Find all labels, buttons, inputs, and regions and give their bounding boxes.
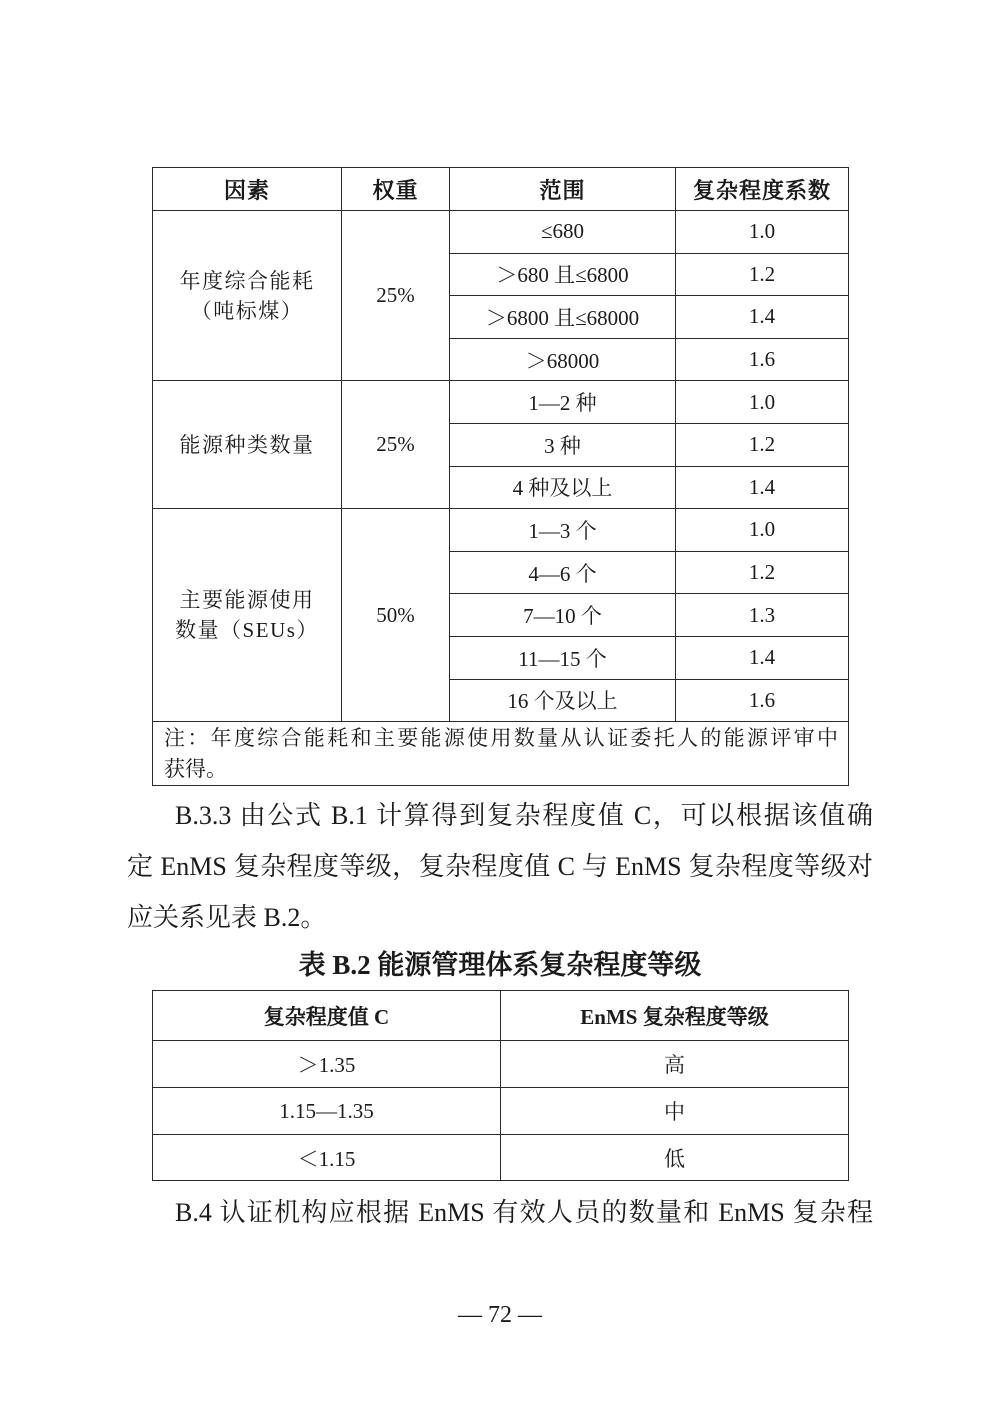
range-cell: ＞6800 且≤68000 [450,296,676,339]
coefficient-cell: 1.6 [676,679,849,722]
table-note-row [153,722,849,786]
coefficient-cell: 1.0 [676,211,849,254]
coefficient-cell: 1.0 [676,509,849,552]
coefficient-cell: 1.0 [676,381,849,424]
paragraph-line: 定 EnMS 复杂程度等级，复杂程度值 C 与 EnMS 复杂程度等级对 [127,852,873,881]
range-cell: 7—10 个 [450,594,676,637]
coefficient-cell: 1.2 [676,551,849,594]
coefficient-cell: 1.3 [676,594,849,637]
complexity-level-cell: 中 [501,1088,849,1135]
table-caption: 表 B.2 能源管理体系复杂程度等级 [298,950,702,980]
range-cell: 4—6 个 [450,551,676,594]
factor-line: 年度综合能耗 [179,268,315,293]
table-row [153,211,849,254]
table-row [153,1088,849,1135]
factor-line: （吨标煤） [190,298,304,323]
range-cell: 16 个及以上 [450,679,676,722]
paragraph-line: B.3.3 由公式 B.1 计算得到复杂程度值 C，可以根据该值确 [175,801,873,830]
complexity-level-table [152,990,849,1181]
table-header-row [153,168,849,211]
range-cell: ＞68000 [450,338,676,381]
note-line: 获得。 [164,756,227,781]
factor-line: 能源种类数量 [179,432,315,457]
table-note [153,722,849,786]
factor-cell [153,211,342,381]
note-line: 注：年度综合能耗和主要能源使用数量从认证委托人的能源评审中 [164,725,838,750]
range-cell: 1—3 个 [450,509,676,552]
table-row [153,1135,849,1181]
header-factor: 因素 [153,168,342,211]
paragraph-b3-3 [127,790,873,943]
range-cell: 3 种 [450,423,676,466]
coefficient-cell: 1.4 [676,466,849,509]
coefficient-cell: 1.2 [676,253,849,296]
paragraph-line: 应关系见表 B.2。 [127,903,327,932]
factor-cell [153,381,342,509]
coefficient-cell: 1.4 [676,296,849,339]
coefficient-cell: 1.4 [676,636,849,679]
table-row [153,509,849,552]
factor-cell [153,509,342,722]
table-header-row [153,991,849,1041]
table-row [153,1041,849,1088]
header-complexity-value: 复杂程度值 C [153,991,501,1041]
complexity-value-cell: ＞1.35 [153,1041,501,1088]
weight-cell: 25% [342,381,450,509]
header-coefficient: 复杂程度系数 [676,168,849,211]
header-complexity-level: EnMS 复杂程度等级 [501,991,849,1041]
coefficient-cell: 1.2 [676,423,849,466]
complexity-level-cell: 高 [501,1041,849,1088]
weight-cell: 50% [342,509,450,722]
complexity-value-cell: ＜1.15 [153,1135,501,1181]
paragraph-b4 [127,1187,873,1238]
factor-line: 数量（SEUs） [175,618,319,643]
complexity-level-cell: 低 [501,1135,849,1181]
range-cell: ≤680 [450,211,676,254]
table-row [153,381,849,424]
factor-line: 主要能源使用 [179,588,315,613]
weight-cell: 25% [342,211,450,381]
header-weight: 权重 [342,168,450,211]
range-cell: 4 种及以上 [450,466,676,509]
range-cell: 1—2 种 [450,381,676,424]
paragraph-line: B.4 认证机构应根据 EnMS 有效人员的数量和 EnMS 复杂程 [175,1198,873,1227]
coefficient-cell: 1.6 [676,338,849,381]
range-cell: 11—15 个 [450,636,676,679]
complexity-factor-table [152,167,849,786]
page-number: — 72 — [458,1302,542,1328]
header-range: 范围 [450,168,676,211]
complexity-value-cell: 1.15—1.35 [153,1088,501,1135]
range-cell: ＞680 且≤6800 [450,253,676,296]
